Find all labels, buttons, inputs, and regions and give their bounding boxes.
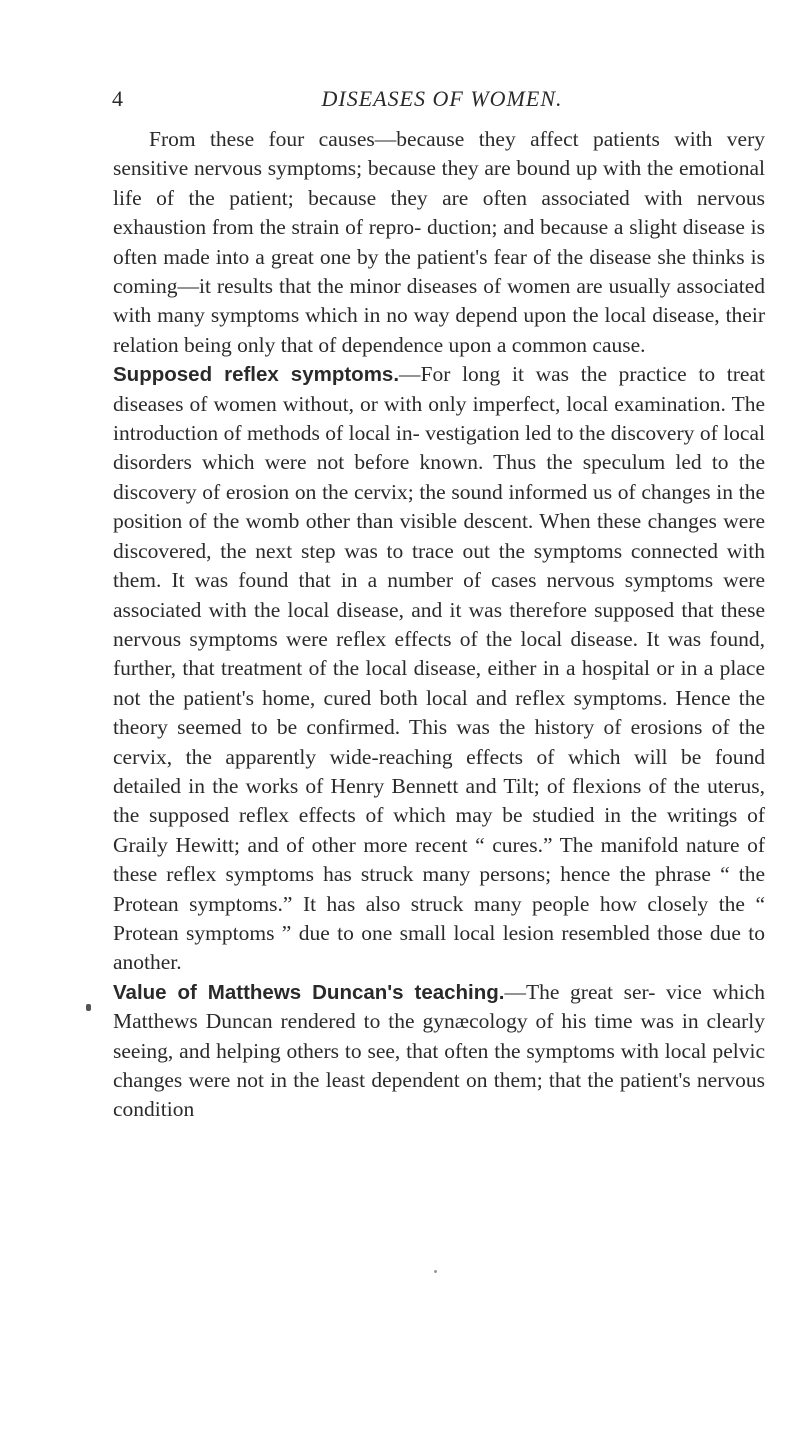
body-text (113, 125, 765, 1125)
section-heading-duncan-teaching: Value of Matthews Duncan's teaching. (113, 980, 505, 1004)
paragraph-text: From these four causes—because they affect patients with very sensitive nervous symptoms; because they are bound up with the emotional life of the patient; because they are often associated with nervous exhaustion from the strain of repro- duction; and because a slight disease is often made into a great one by the patient's fear of the disease she thinks is coming—it results that the minor diseases of women are usually associated with many symptoms which in no way depend upon the local disease, their relation being only that of dependence upon a common cause. (113, 127, 765, 357)
paragraph-duncan-teaching (113, 978, 765, 1125)
paragraph-reflex-symptoms (113, 360, 765, 978)
paper-speck (434, 1270, 437, 1273)
section-heading-reflex-symptoms: Supposed reflex symptoms. (113, 363, 400, 387)
page-number: 4 (112, 86, 123, 111)
running-title: DISEASES OF WOMEN. (321, 86, 563, 111)
margin-ink-mark (86, 1004, 91, 1011)
paragraph-text: —For long it was the practice to treat diseases of women without, or with only imperfect, local examination. The introduction of methods of local in- vestigation led to the discovery of local disorders which were not before known. Thus the speculum led to the discovery of erosion on the cervix; the sound informed us of changes in the position of the womb other than visible descent. When these changes were discovered, the next step was to trace out the symptoms connected with them. It was found that in a number of cases nervous symptoms were associated with the local disease, and it was therefore supposed that these nervous symptoms were reflex effects of the local disease. It was found, further, that treatment of the local disease, either in a hospital or in a place not the patient's home, cured both local and reflex symptoms. Hence the theory seemed to be confirmed. This was the history of erosions of the cervix, the apparently wide-reaching effects of which will be found detailed in the works of Henry Bennett and Tilt; of flexions of the uterus, the supposed reflex effects of which may be studied in the writings of Graily Hewitt; and of other more recent “ cures.” The manifold nature of these reflex symptoms has struck many persons; hence the phrase “ the Protean symptoms.” It has also struck many people how closely the “ Protean symptoms ” due to one small local lesion resembled those due to another. (113, 362, 765, 975)
running-head (112, 86, 772, 116)
paragraph-causes (113, 125, 765, 360)
paragraph-text: —The great ser- vice which Matthews Duncan rendered to the gynæcology of his time was in clearly seeing, and helping others to see, that often the symptoms with local pelvic changes were not in the least dependent on them; that the patient's nervous condition (113, 979, 765, 1122)
